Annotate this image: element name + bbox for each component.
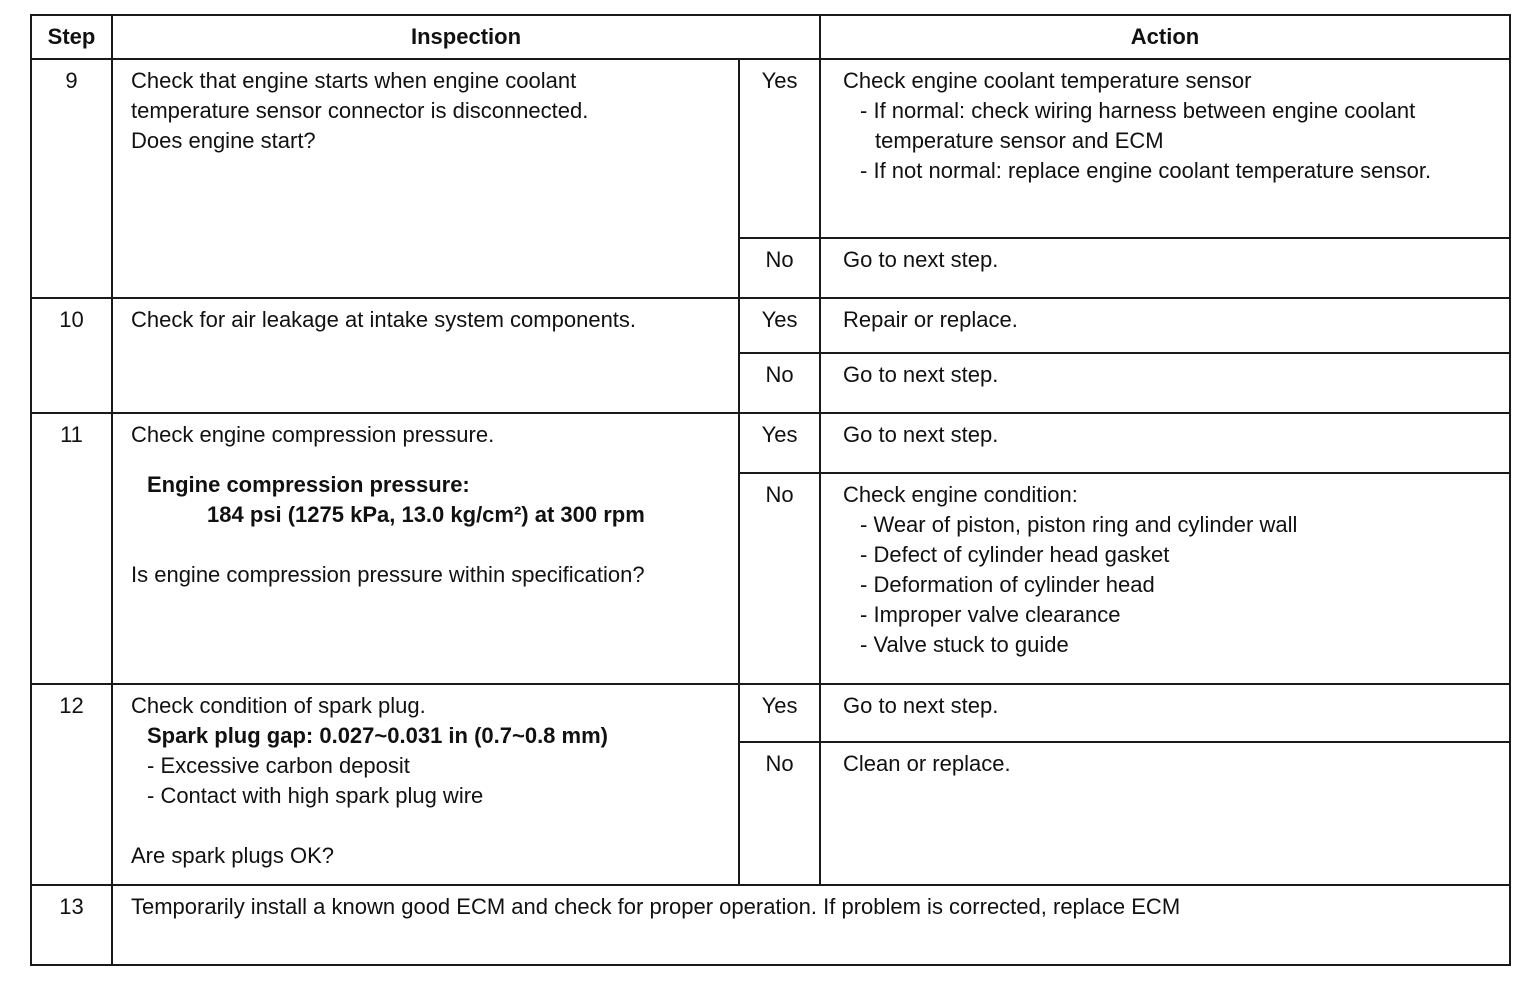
inspection-text: Check that engine starts when engine coolant (131, 68, 577, 94)
table-row (31, 413, 1510, 473)
inspection-text: Check for air leakage at intake system components. (112, 298, 739, 413)
action-item: - Defect of cylinder head gasket (860, 542, 1170, 568)
header-step: Step (31, 15, 112, 59)
action-item: - Improper valve clearance (860, 602, 1121, 628)
step-number: 12 (31, 684, 112, 885)
action-cell: Clean or replace. (820, 742, 1510, 884)
action-cell (820, 473, 1510, 684)
step-number: 11 (31, 413, 112, 684)
yes-label: Yes (739, 684, 820, 742)
action-title: Check engine coolant temperature sensor (843, 68, 1252, 94)
inspection-text: Check condition of spark plug. (131, 693, 426, 719)
no-label: No (739, 353, 820, 413)
inspection-text: Does engine start? (131, 128, 316, 154)
inspection-cell (112, 59, 739, 298)
action-item: - Wear of piston, piston ring and cylinder wall (860, 512, 1298, 538)
action-cell: Go to next step. (820, 353, 1510, 413)
action-item: - If not normal: replace engine coolant temperature sensor. (860, 158, 1432, 184)
inspection-question: Is engine compression pressure within specification? (131, 562, 645, 588)
yes-label: Yes (739, 413, 820, 473)
action-title: Check engine condition: (843, 482, 1078, 508)
table-row (31, 298, 1510, 353)
inspection-text: temperature sensor connector is disconnected. (131, 98, 589, 124)
no-label: No (739, 742, 820, 884)
no-label: No (739, 473, 820, 684)
table-row (31, 885, 1510, 965)
inspection-text: Check engine compression pressure. (131, 422, 495, 448)
inspection-question: Are spark plugs OK? (131, 843, 334, 869)
spec-text: Spark plug gap: 0.027~0.031 in (0.7~0.8 mm) (147, 723, 608, 749)
spec-value: 184 psi (1275 kPa, 13.0 kg/cm²) at 300 rpm (207, 502, 645, 528)
action-cell: Go to next step. (820, 238, 1510, 298)
no-label: No (739, 238, 820, 298)
action-item: - Deformation of cylinder head (860, 572, 1155, 598)
header-action: Action (820, 15, 1510, 59)
action-cell: Go to next step. (820, 684, 1510, 742)
yes-label: Yes (739, 298, 820, 353)
spec-label: Engine compression pressure: (147, 472, 470, 498)
action-item: - Valve stuck to guide (860, 632, 1069, 658)
final-instruction: Temporarily install a known good ECM and check for proper operation. If problem is corrected, replace ECM (112, 885, 1510, 965)
table-row (31, 684, 1510, 742)
action-cell: Go to next step. (820, 413, 1510, 473)
header-row (31, 15, 1510, 59)
step-number: 9 (31, 59, 112, 298)
table-row (31, 59, 1510, 238)
step-number: 13 (31, 885, 112, 965)
step-number: 10 (31, 298, 112, 413)
yes-label: Yes (739, 59, 820, 238)
diagnosis-table (30, 14, 1511, 966)
inspection-item: - Contact with high spark plug wire (147, 783, 484, 809)
action-cell (820, 59, 1510, 238)
action-cell: Repair or replace. (820, 298, 1510, 353)
inspection-cell (112, 684, 739, 885)
inspection-cell (112, 413, 739, 684)
inspection-item: - Excessive carbon deposit (147, 753, 410, 779)
action-item: - If normal: check wiring harness between engine coolant temperature sensor and ECM (860, 98, 1416, 154)
header-inspection: Inspection (112, 15, 820, 59)
